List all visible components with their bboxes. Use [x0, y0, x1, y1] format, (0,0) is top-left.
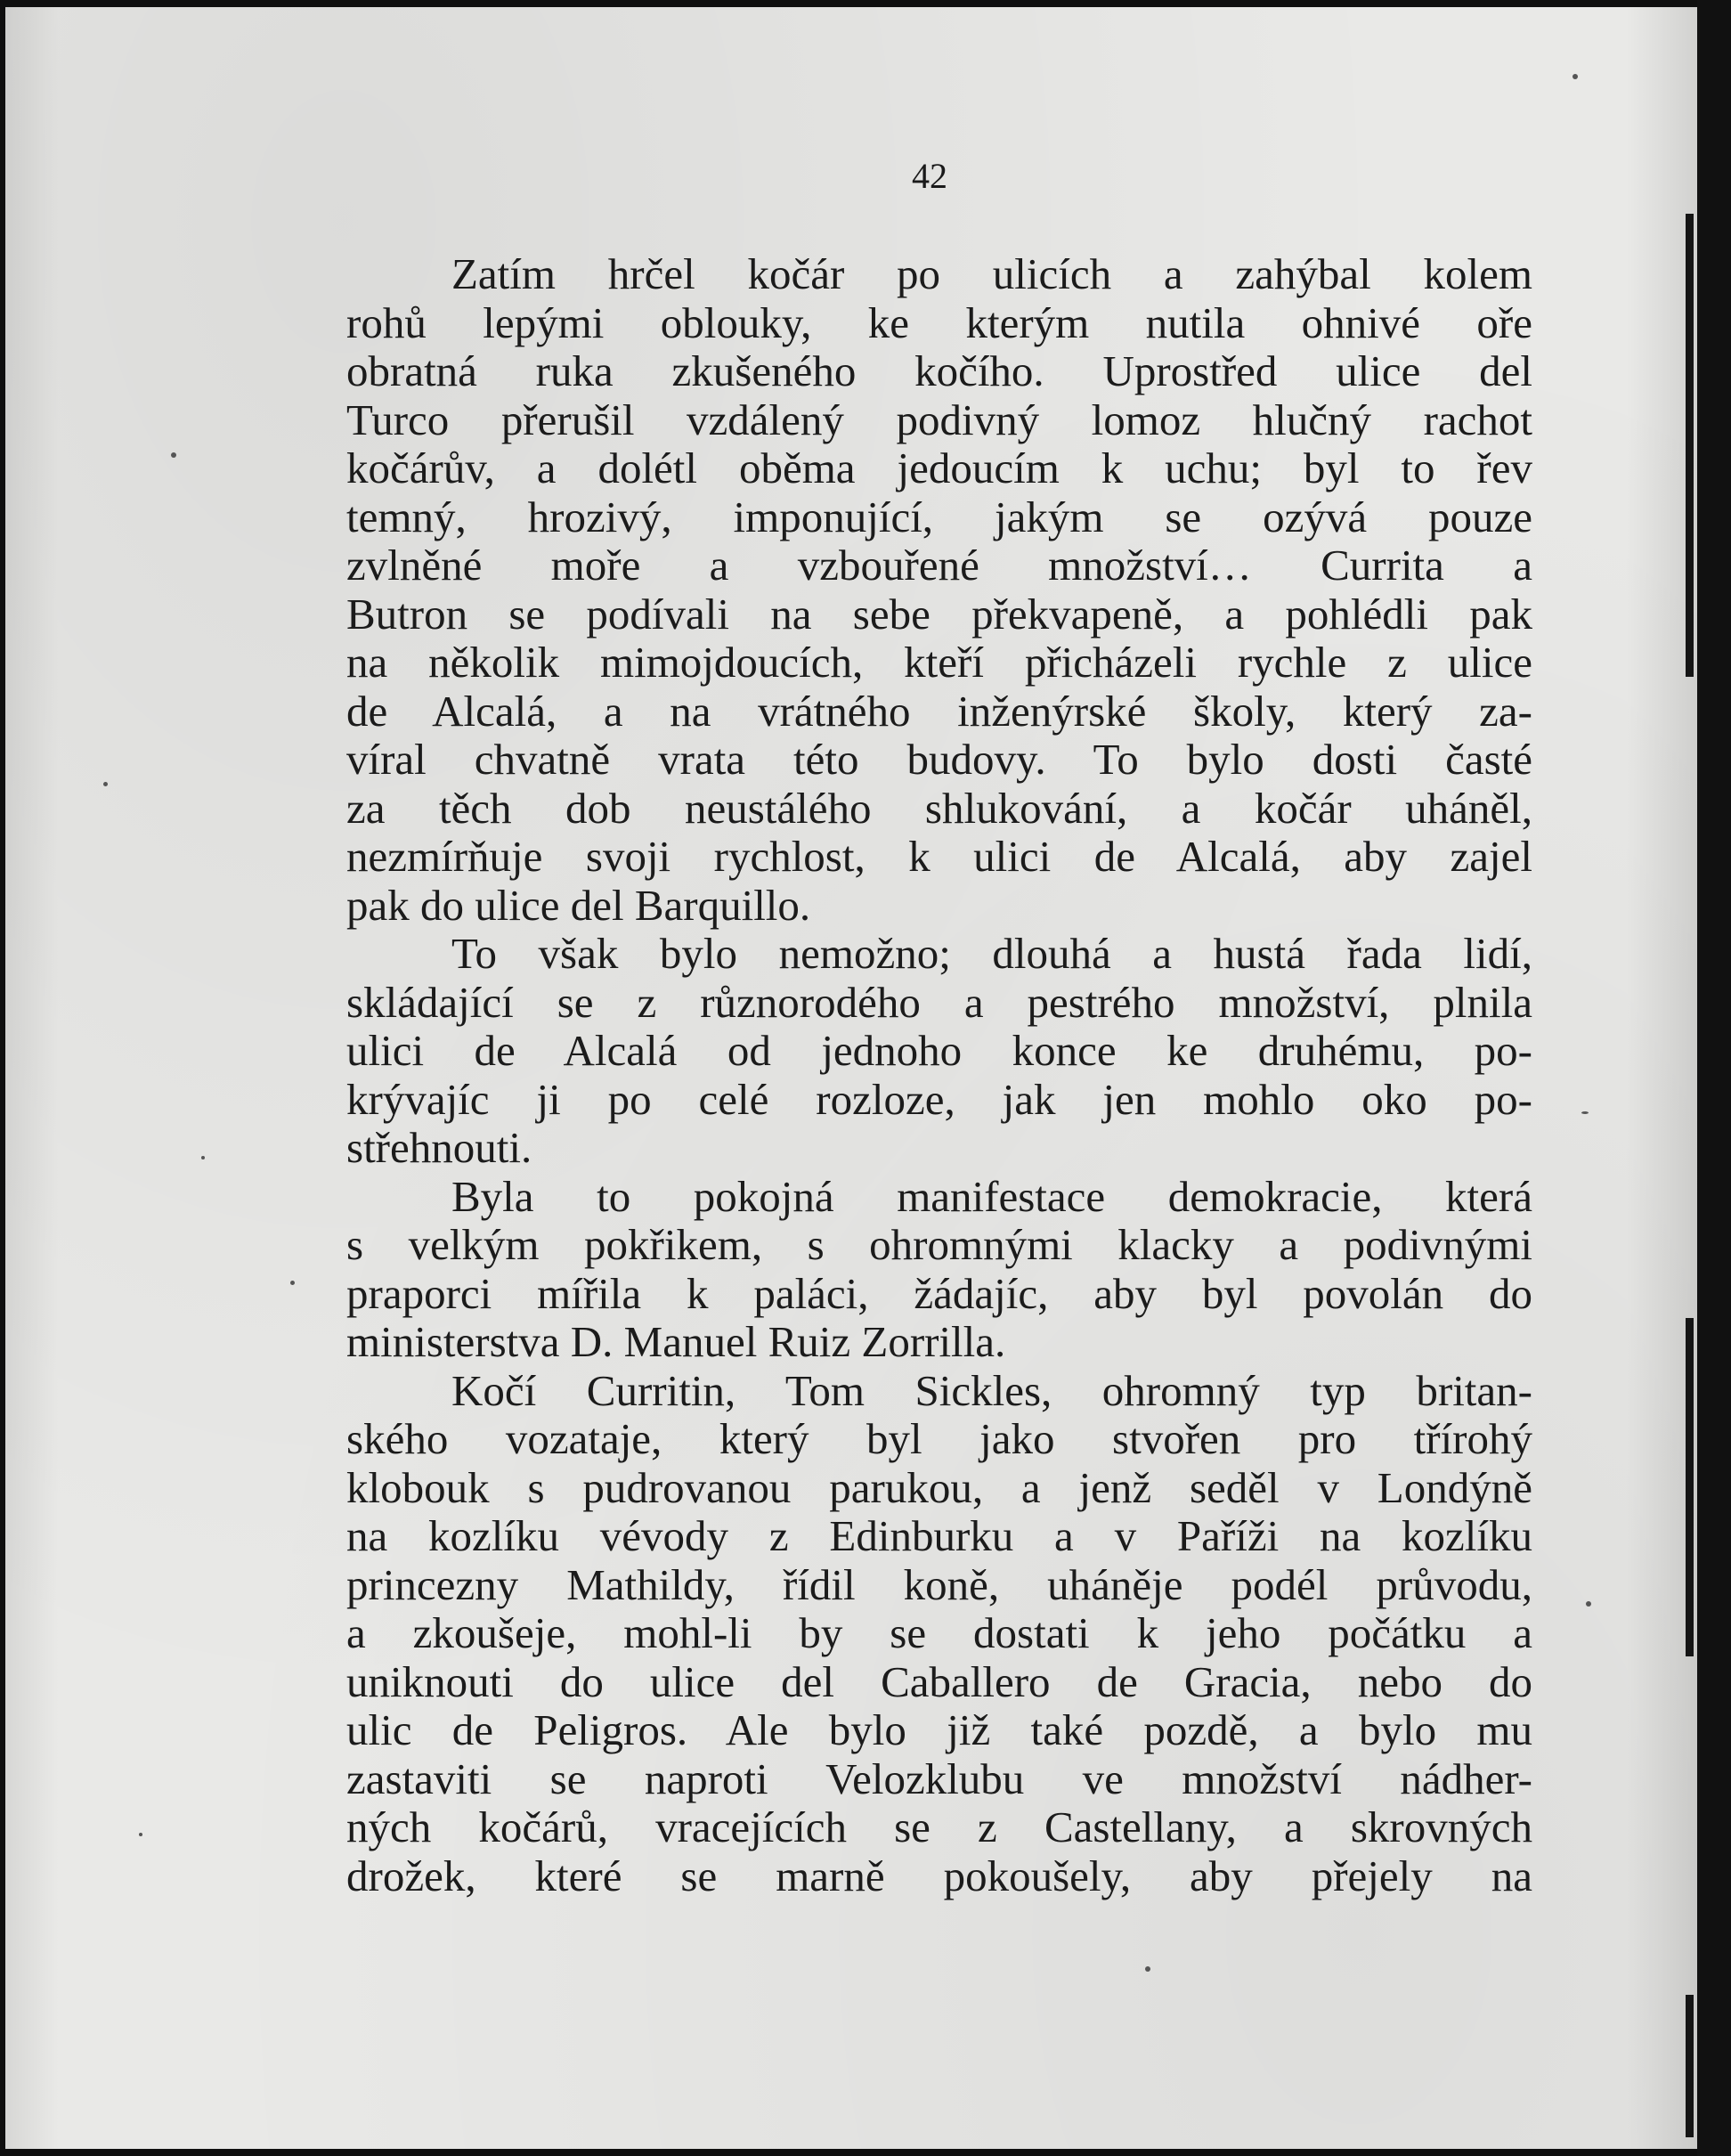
scan-speck — [1586, 1601, 1591, 1607]
text-line: kočárův, a dolétl oběma jedoucím k uchu; byl to řev — [346, 443, 1532, 492]
scan-speck — [139, 1833, 142, 1836]
text-line: praporci mířila k paláci, žádajíc, aby byl povolán do — [346, 1268, 1532, 1318]
text-line: zastaviti se naproti Velozklubu ve množství nádher- — [346, 1753, 1532, 1803]
scan-speck — [171, 452, 176, 458]
text-line: a zkoušeje, mohl-li by se dostati k jeho počátku a — [346, 1608, 1532, 1657]
text-line: de Alcalá, a na vrátného inženýrské školy, který za- — [346, 686, 1532, 736]
scan-speck — [1145, 1966, 1150, 1972]
text-line: To však bylo nemožno; dlouhá a hustá řada lidí, — [451, 929, 1532, 978]
text-line: ulici de Alcalá od jednoho konce ke druhému, po- — [346, 1026, 1532, 1075]
text-line: klobouk s pudrovanou parukou, a jenž seděl v Londýně — [346, 1462, 1532, 1512]
text-line: ných kočárů, vracejících se z Castellany, a skrovných — [346, 1802, 1532, 1851]
text-line: s velkým pokřikem, s ohromnými klacky a podivnými — [346, 1220, 1532, 1269]
book-page — [5, 7, 1697, 2149]
text-line: Butron se podívali na sebe překvapeně, a pohlédli pak — [346, 589, 1532, 639]
text-line: princezny Mathildy, řídil koně, uháněje podél průvodu, — [346, 1559, 1532, 1609]
text-line: pak do ulice del Barquillo. — [346, 880, 811, 930]
scan-speck — [201, 1156, 205, 1159]
text-line: na kozlíku vévody z Edinburku a v Paříži na kozlíku — [346, 1511, 1532, 1560]
text-line: zvlněné moře a vzbouřené množství… Currita a — [346, 541, 1532, 590]
scan-speck — [103, 782, 108, 786]
text-line: rohů lepými oblouky, ke kterým nutila ohnivé oře — [346, 297, 1532, 347]
text-line: obratná ruka zkušeného kočího. Uprostřed ulice del — [346, 346, 1532, 395]
page-edge-shadow — [1686, 1318, 1694, 1656]
scan-border — [1697, 0, 1731, 2156]
text-line: ulic de Peligros. Ale bylo již také pozdě, a bylo mu — [346, 1705, 1532, 1754]
text-line: na několik mimojdoucích, kteří přicházeli rychle z ulice — [346, 638, 1532, 687]
text-line: uniknouti do ulice del Caballero de Gracia, nebo do — [346, 1656, 1532, 1706]
text-line: nezmírňuje svoji rychlost, k ulici de Alcalá, aby zajel — [346, 832, 1532, 881]
text-line: za těch dob neustálého shlukování, a kočár uháněl, — [346, 783, 1532, 833]
text-line: skládající se z různorodého a pestrého množství, plnila — [346, 977, 1532, 1027]
text-line: ského vozataje, který byl jako stvořen pro třírohý — [346, 1414, 1532, 1463]
body-text — [346, 250, 1532, 1900]
text-line: drožek, které se marně pokoušely, aby přejely na — [346, 1851, 1532, 1900]
text-line: střehnouti. — [346, 1123, 532, 1172]
text-line: krývajíc ji po celé rozloze, jak jen mohlo oko po- — [346, 1074, 1532, 1124]
scan-speck — [1581, 1111, 1589, 1114]
text-line: Turco přerušil vzdálený podivný lomoz hlučný rachot — [346, 395, 1532, 444]
text-line: temný, hrozivý, imponující, jakým se ozývá pouze — [346, 492, 1532, 541]
scan-speck — [290, 1281, 295, 1285]
page-number: 42 — [912, 156, 947, 196]
text-line: Byla to pokojná manifestace demokracie, která — [451, 1171, 1532, 1221]
text-line: Kočí Curritin, Tom Sickles, ohromný typ britan- — [451, 1365, 1532, 1415]
text-line: Zatím hrčel kočár po ulicích a zahýbal kolem — [451, 249, 1532, 298]
text-line: ministerstva D. Manuel Ruiz Zorrilla. — [346, 1317, 1006, 1366]
page-edge-shadow — [1686, 1995, 1694, 2137]
page-edge-shadow — [1686, 214, 1694, 677]
text-line: víral chvatně vrata této budovy. To bylo dosti časté — [346, 735, 1532, 784]
scan-speck — [1573, 74, 1578, 79]
